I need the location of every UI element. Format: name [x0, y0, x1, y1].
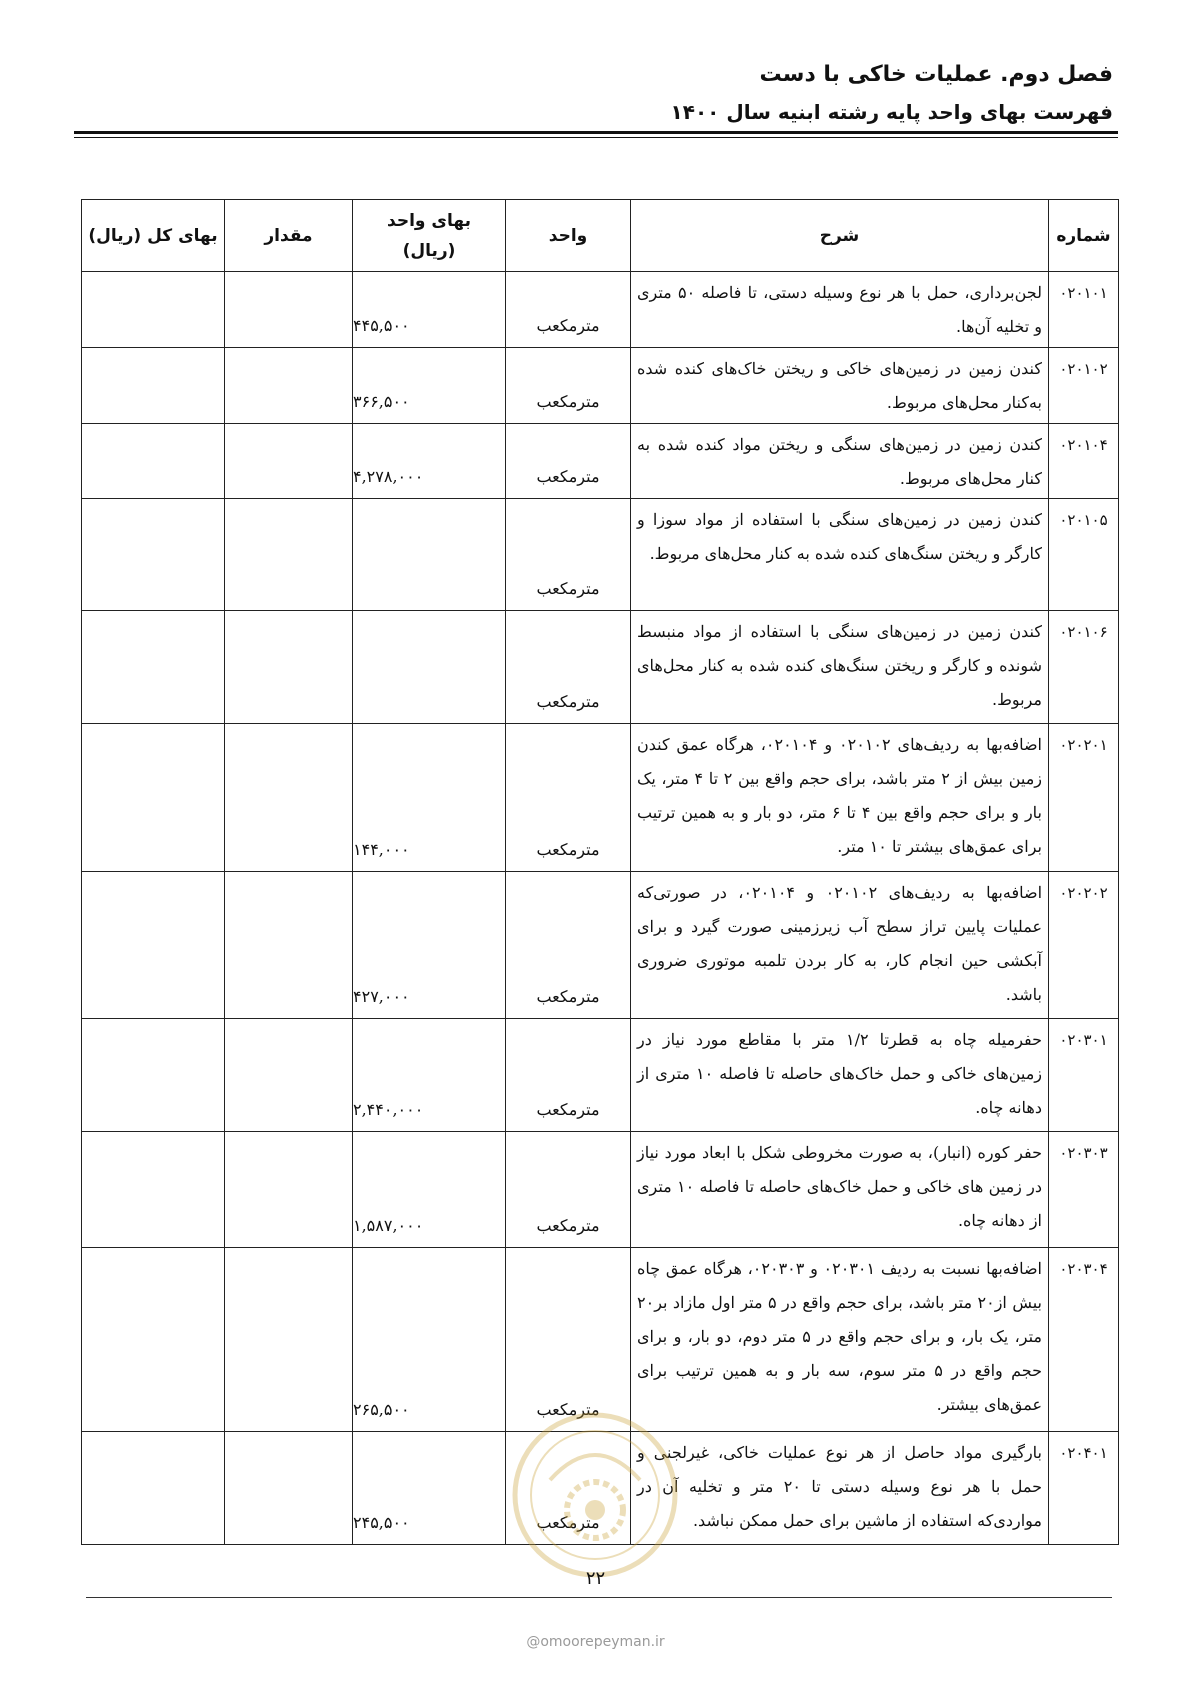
col-header-unit-price [353, 200, 506, 272]
row-code: ۰۲۰۱۰۲ [1049, 347, 1119, 423]
row-total [82, 1247, 225, 1431]
row-description: حفر کوره (انبار)، به صورت مخروطی شکل با ابعاد مورد نیاز در زمین های خاکی و حمل خاک‌های حاصله تا فاصله ۱۰ متری از دهانه چاه. [631, 1132, 1049, 1247]
price-table [81, 199, 1119, 1545]
row-unit: مترمکعب [506, 723, 631, 871]
header-rule-thin [74, 137, 1118, 138]
row-code: ۰۲۰۳۰۴ [1049, 1247, 1119, 1431]
row-total [82, 1132, 225, 1247]
row-code: ۰۲۰۱۰۶ [1049, 610, 1119, 723]
table-row [82, 1019, 1119, 1132]
row-total [82, 1431, 225, 1544]
row-code: ۰۲۰۴۰۱ [1049, 1431, 1119, 1544]
col-header-quantity: مقدار [225, 200, 353, 272]
row-quantity [225, 423, 353, 499]
row-quantity [225, 272, 353, 348]
row-unit: مترمکعب [506, 423, 631, 499]
row-unit-price: ۴۲۷,۰۰۰ [353, 871, 506, 1019]
row-total [82, 499, 225, 610]
watermark-seal-icon [510, 1410, 680, 1580]
col-header-code: شماره [1049, 200, 1119, 272]
row-total [82, 610, 225, 723]
row-code: ۰۲۰۲۰۱ [1049, 723, 1119, 871]
table-row [82, 499, 1119, 610]
footer-rule [86, 1597, 1112, 1598]
row-unit: مترمکعب [506, 1247, 631, 1431]
row-description: اضافه‌بها به ردیف‌های ۰۲۰۱۰۲ و ۰۲۰۱۰۴، هرگاه عمق کندن زمین بیش از ۲ متر باشد، برای حجم واقع بین ۲ تا ۴ متر، یک بار و برای حجم واقع بین ۴ تا ۶ متر، دو بار و به همین ترتیب برای عمق‌های بیشتر تا ۱۰ متر. [631, 723, 1049, 871]
row-description: کندن زمین در زمین‌های خاکی و ریختن خاک‌های کنده شده به‌کنار محل‌های مربوط. [631, 347, 1049, 423]
row-total [82, 871, 225, 1019]
table-row [82, 1132, 1119, 1247]
row-quantity [225, 1019, 353, 1132]
row-unit: مترمکعب [506, 871, 631, 1019]
page-number: ۲۲ [585, 1568, 606, 1589]
row-unit: مترمکعب [506, 1431, 631, 1544]
table-row [82, 871, 1119, 1019]
row-unit-price [353, 499, 506, 610]
unit-price-currency: (ریال) [402, 240, 456, 261]
row-description: کندن زمین در زمین‌های سنگی با استفاده از مواد منبسط شونده و کارگر و ریختن سنگ‌های کنده شده به کنار محل‌های مربوط. [631, 610, 1049, 723]
row-code: ۰۲۰۳۰۳ [1049, 1132, 1119, 1247]
row-description: اضافه‌بها به ردیف‌های ۰۲۰۱۰۲ و ۰۲۰۱۰۴، در صورتی‌که عملیات پایین تراز سطح آب زیرزمینی صورت گیرد و برای آبکشی حین انجام کار، به کار بردن تلمبه موتوری ضروری باشد. [631, 871, 1049, 1019]
row-description: کندن زمین در زمین‌های سنگی با استفاده از مواد سوزا و کارگر و ریختن سنگ‌های کنده شده به کنار محل‌های مربوط. [631, 499, 1049, 610]
row-unit-price: ۴,۲۷۸,۰۰۰ [353, 423, 506, 499]
row-quantity [225, 871, 353, 1019]
row-code: ۰۲۰۱۰۴ [1049, 423, 1119, 499]
row-unit: مترمکعب [506, 499, 631, 610]
row-description: لجن‌برداری، حمل با هر نوع وسیله دستی، تا فاصله ۵۰ متری و تخلیه آن‌ها. [631, 272, 1049, 348]
row-description: اضافه‌بها نسبت به ردیف ۰۲۰۳۰۱ و ۰۲۰۳۰۳، هرگاه عمق چاه بیش از۲۰ متر باشد، برای حجم واقع در ۵ متر اول مازاد بر۲۰ متر، یک بار، و برای حجم واقع در ۵ متر دوم، دو بار، و برای حجم واقع در ۵ متر سوم، سه بار و به همین ترتیب برای عمق‌های بیشتر. [631, 1247, 1049, 1431]
table-row [82, 1247, 1119, 1431]
row-quantity [225, 1132, 353, 1247]
row-code: ۰۲۰۳۰۱ [1049, 1019, 1119, 1132]
row-total [82, 347, 225, 423]
row-unit-price: ۱۴۴,۰۰۰ [353, 723, 506, 871]
col-header-description: شرح [631, 200, 1049, 272]
row-quantity [225, 610, 353, 723]
row-code: ۰۲۰۲۰۲ [1049, 871, 1119, 1019]
row-unit-price: ۲,۴۴۰,۰۰۰ [353, 1019, 506, 1132]
row-quantity [225, 1431, 353, 1544]
website-watermark: @omoorepeyman.ir [526, 1634, 665, 1650]
row-code: ۰۲۰۱۰۱ [1049, 272, 1119, 348]
row-quantity [225, 347, 353, 423]
table-row [82, 272, 1119, 348]
header-rule-thick [74, 131, 1118, 134]
row-unit: مترمکعب [506, 1019, 631, 1132]
document-subtitle: فهرست بهای واحد پایه رشته ابنیه سال ۱۴۰۰ [670, 100, 1113, 124]
row-unit: مترمکعب [506, 347, 631, 423]
row-unit-price: ۳۶۶,۵۰۰ [353, 347, 506, 423]
table-header-row [82, 200, 1119, 272]
row-description: حفرمیله چاه به قطرتا ۱/۲ متر با مقاطع مورد نیاز در زمین‌های خاکی و حمل خاک‌های حاصله تا فاصله ۱۰ متری از دهانه چاه. [631, 1019, 1049, 1132]
row-unit-price: ۲۶۵,۵۰۰ [353, 1247, 506, 1431]
row-unit: مترمکعب [506, 1132, 631, 1247]
col-header-unit: واحد [506, 200, 631, 272]
unit-price-label: بهای واحد [387, 210, 471, 231]
row-unit: مترمکعب [506, 272, 631, 348]
table-row [82, 347, 1119, 423]
chapter-title: فصل دوم. عملیات خاکی با دست [759, 62, 1113, 87]
table-row [82, 610, 1119, 723]
row-total [82, 423, 225, 499]
row-total [82, 1019, 225, 1132]
row-code: ۰۲۰۱۰۵ [1049, 499, 1119, 610]
row-unit-price [353, 610, 506, 723]
row-unit: مترمکعب [506, 610, 631, 723]
row-unit-price: ۱,۵۸۷,۰۰۰ [353, 1132, 506, 1247]
row-quantity [225, 499, 353, 610]
row-description: کندن زمین در زمین‌های سنگی و ریختن مواد کنده شده به کنار محل‌های مربوط. [631, 423, 1049, 499]
row-quantity [225, 723, 353, 871]
row-description: بارگیری مواد حاصل از هر نوع عملیات خاکی، غیرلجنی و حمل با هر نوع وسیله دستی تا ۲۰ متر و تخلیه آن در مواردی‌که استفاده از ماشین برای حمل ممکن نباشد. [631, 1431, 1049, 1544]
row-total [82, 723, 225, 871]
col-header-total: بهای کل (ریال) [82, 200, 225, 272]
table-row [82, 723, 1119, 871]
row-total [82, 272, 225, 348]
table-row [82, 423, 1119, 499]
row-quantity [225, 1247, 353, 1431]
row-unit-price: ۲۴۵,۵۰۰ [353, 1431, 506, 1544]
row-unit-price: ۴۴۵,۵۰۰ [353, 272, 506, 348]
